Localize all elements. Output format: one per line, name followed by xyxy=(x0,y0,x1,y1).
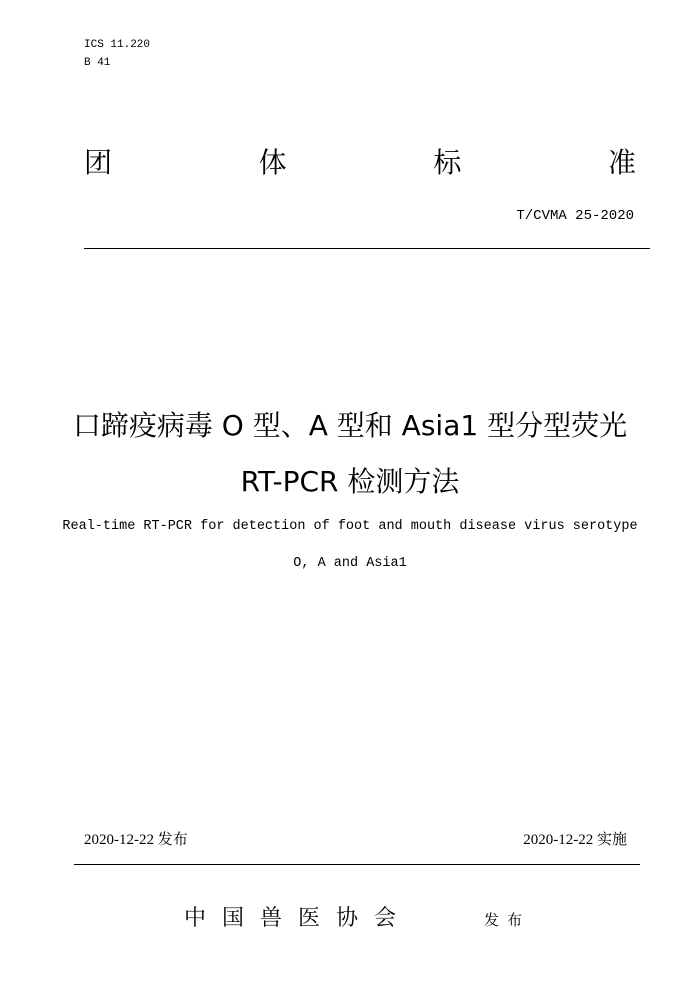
implement-date: 2020-12-22 实施 xyxy=(523,832,627,848)
publish-date: 2020-12-22 发布 xyxy=(84,832,188,848)
classification-code: B 41 xyxy=(84,57,111,69)
bottom-divider xyxy=(74,864,640,865)
standard-number: T/CVMA 25-2020 xyxy=(516,208,634,224)
standard-type-char-1: 团 xyxy=(84,146,113,179)
title-chinese-line-2: RT-PCR 检测方法 xyxy=(240,465,460,498)
title-english-line-1: Real-time RT-PCR for detection of foot and mouth disease virus serotype xyxy=(62,519,638,534)
issuing-organization: 中国兽医协会 xyxy=(184,906,413,931)
standard-type-char-4: 准 xyxy=(607,146,636,179)
title-chinese-line-1: 口蹄疫病毒 O 型、A 型和 Asia1 型分型荧光 xyxy=(72,409,628,442)
issue-action: 发布 xyxy=(484,911,531,929)
ics-code: ICS 11.220 xyxy=(84,39,151,51)
standard-type-heading xyxy=(84,140,636,182)
standard-type-char-2: 体 xyxy=(258,146,287,179)
title-english-line-2: O, A and Asia1 xyxy=(293,556,407,571)
standard-type-char-3: 标 xyxy=(433,146,462,179)
top-divider xyxy=(84,248,650,249)
